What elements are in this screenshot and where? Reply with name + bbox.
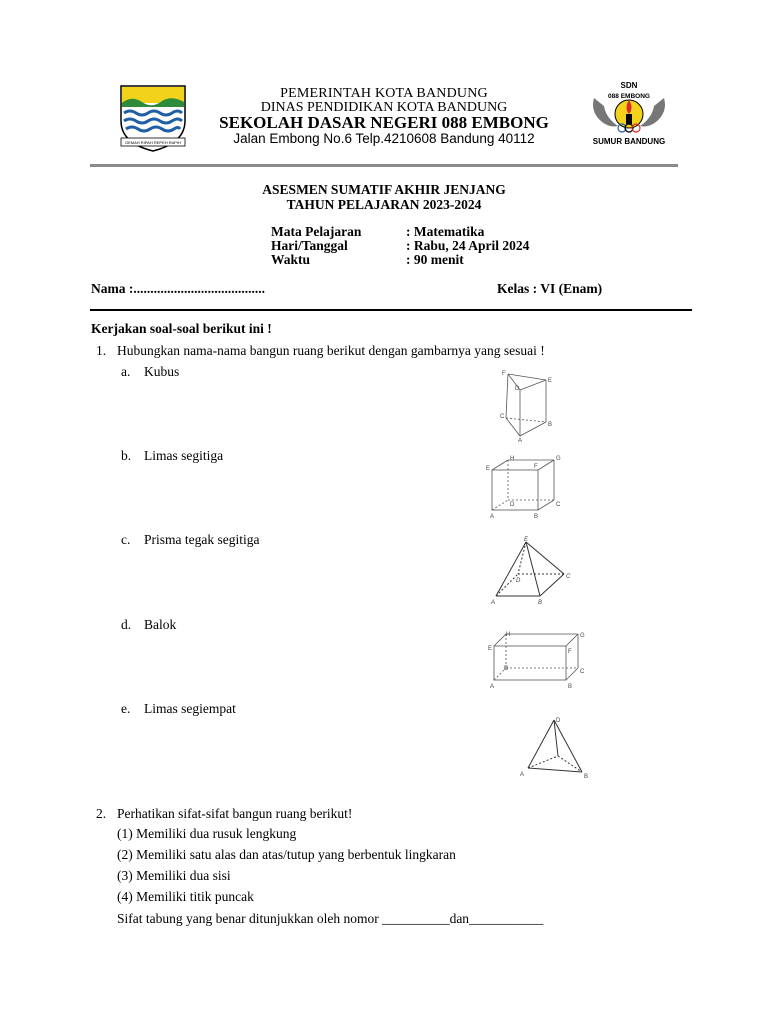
- label-cube-h: H: [510, 456, 515, 462]
- header-gov: PEMERINTAH KOTA BANDUNG: [280, 86, 488, 101]
- label-cuboid-f: F: [568, 649, 572, 655]
- q2-number: 2.: [96, 806, 107, 821]
- figure-square-pyramid: [488, 534, 574, 608]
- class-field: Kelas : VI (Enam): [497, 281, 603, 296]
- label-pyramid4-d: D: [516, 578, 521, 584]
- student-name-field: Nama :.......................................: [91, 281, 265, 296]
- label-prism-d: D: [515, 386, 520, 392]
- q2-item-3: (3) Memiliki dua sisi: [117, 868, 231, 883]
- label-cuboid-g: G: [580, 633, 585, 639]
- label-pyramid4-a: A: [491, 600, 496, 606]
- label-cube-c: C: [556, 502, 561, 508]
- q1-option-b: Limas segitiga: [144, 448, 224, 463]
- header-dinas: DINAS PENDIDIKAN KOTA BANDUNG: [260, 100, 508, 115]
- label-cube-b: B: [534, 514, 539, 520]
- q1-text: Hubungkan nama-nama bangun ruang berikut dengan gambarnya yang sesuai !: [117, 343, 545, 358]
- exam-title: ASESMEN SUMATIF AKHIR JENJANG: [262, 182, 506, 197]
- figure-cuboid: [484, 626, 586, 692]
- q1-number: 1.: [96, 343, 107, 358]
- label-cuboid-a: A: [490, 684, 495, 690]
- q1-option-e-letter: e.: [121, 701, 131, 716]
- q2-item-2: (2) Memiliki satu alas dan atas/tutup yang berbentuk lingkaran: [117, 847, 456, 862]
- label-pyramid4-c: C: [566, 574, 571, 580]
- header-divider: [90, 164, 678, 167]
- label-cube-a: A: [490, 514, 495, 520]
- field-subject-value: : Matematika: [406, 224, 485, 239]
- q1-option-a: Kubus: [144, 364, 180, 379]
- label-prism-c: C: [500, 414, 505, 420]
- field-time-value: : 90 menit: [406, 252, 464, 267]
- q1-option-d-letter: d.: [121, 617, 132, 632]
- q1-option-d: Balok: [144, 617, 177, 632]
- field-date-value: : Rabu, 24 April 2024: [406, 238, 530, 253]
- figure-triangular-pyramid: [514, 714, 594, 782]
- q2-text: Perhatikan sifat-sifat bangun ruang berikut!: [117, 806, 353, 821]
- label-prism-a: A: [518, 438, 523, 442]
- label-cube-f: F: [534, 464, 538, 470]
- q1-option-b-letter: b.: [121, 448, 132, 463]
- right-logo-arc: 088 EMBONG: [608, 93, 650, 100]
- q1-option-c: Prisma tegak segitiga: [144, 532, 260, 547]
- left-logo-caption: GEMAH RIPAH REPEH RAPIH: [125, 140, 181, 145]
- q1-option-e: Limas segiempat: [144, 701, 236, 716]
- label-pyramid3-a: A: [520, 772, 525, 778]
- label-cuboid-c: C: [580, 669, 585, 675]
- q2-item-1: (1) Memiliki dua rusuk lengkung: [117, 826, 297, 841]
- label-cuboid-h: H: [506, 632, 511, 638]
- name-divider: [90, 309, 692, 311]
- field-date-label: Hari/Tanggal: [271, 238, 348, 253]
- label-prism-f: F: [502, 371, 506, 377]
- header-school: SEKOLAH DASAR NEGERI 088 EMBONG: [219, 113, 549, 132]
- label-cube-d: D: [510, 502, 515, 508]
- right-logo-top: SDN: [620, 81, 638, 90]
- exam-year: TAHUN PELAJARAN 2023-2024: [286, 197, 482, 212]
- label-pyramid4-b: B: [538, 600, 543, 606]
- label-pyramid3-d: D: [556, 718, 561, 724]
- q1-option-c-letter: c.: [121, 532, 131, 547]
- figure-triangular-prism: [494, 366, 556, 442]
- right-logo-bottom: SUMUR BANDUNG: [592, 137, 666, 146]
- field-time-label: Waktu: [271, 252, 311, 267]
- field-subject-label: Mata Pelajaran: [271, 224, 362, 239]
- label-cuboid-e: E: [488, 646, 493, 652]
- q2-item-4: (4) Memiliki titik puncak: [117, 889, 254, 904]
- label-cuboid-b: B: [568, 684, 573, 690]
- label-cuboid-d: D: [504, 666, 509, 672]
- label-pyramid3-b: B: [584, 774, 589, 780]
- header-address: Jalan Embong No.6 Telp.4210608 Bandung 40112: [233, 131, 535, 146]
- label-prism-e: E: [548, 378, 553, 384]
- label-pyramid4-e: E: [524, 537, 529, 543]
- q2-question: Sifat tabung yang benar ditunjukkan oleh nomor __________dan___________: [117, 911, 544, 926]
- label-cube-g: G: [556, 456, 561, 462]
- instructions: Kerjakan soal-soal berikut ini !: [91, 321, 272, 336]
- label-prism-b: B: [548, 422, 553, 428]
- school-logo: [588, 78, 670, 150]
- figure-cube: [482, 452, 566, 522]
- label-cube-e: E: [486, 466, 491, 472]
- q1-option-a-letter: a.: [121, 364, 131, 379]
